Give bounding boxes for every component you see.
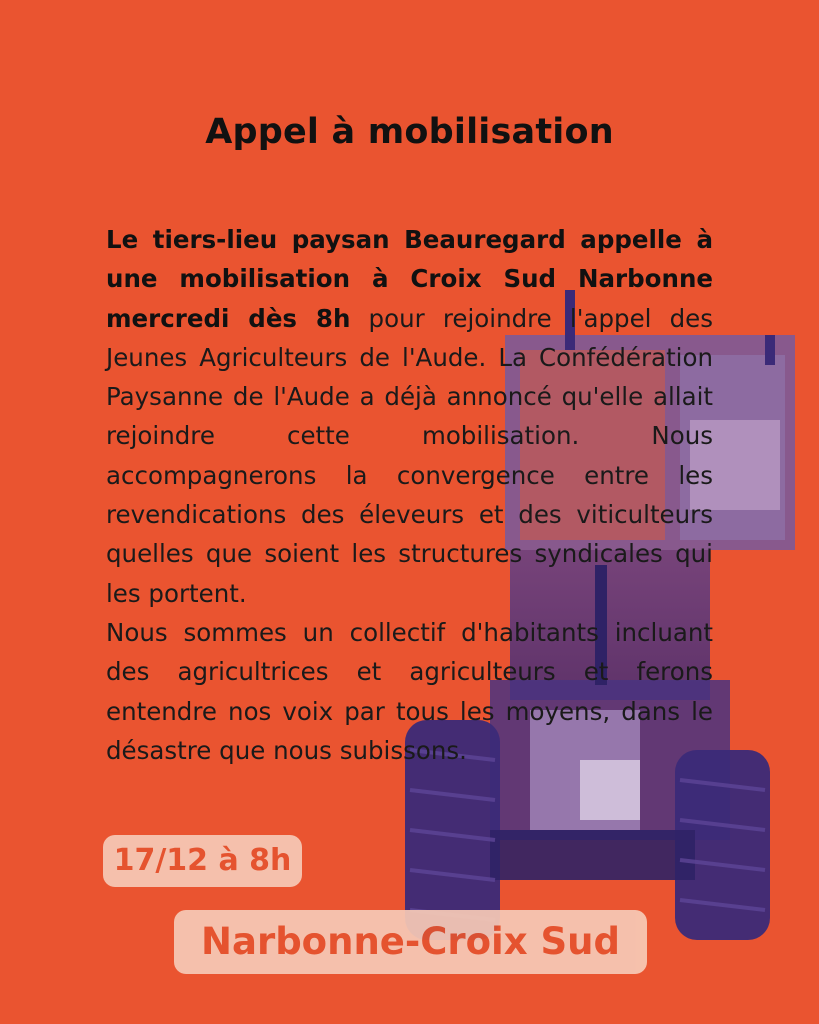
announcement-paragraph-2: Nous sommes un collectif d'habitants incluant des agricultrices et agriculteurs et ferons entendre nos voix par tous les moyens, dans le désastre que nous subissons. bbox=[106, 617, 713, 765]
announcement-paragraph-1 bbox=[106, 220, 713, 613]
event-date-badge: 17/12 à 8h bbox=[103, 835, 302, 887]
announcement-paragraph-1-rest: pour rejoindre l'appel des Jeunes Agriculteurs de l'Aude. La Confédération Paysanne de l'Aude a déjà annoncé qu'elle allait rejoindre cette mobilisation. Nous accompagnerons la convergence entre les revendications des éleveurs et des viticulteurs quelles que soient les structures syndicales qui les portent. bbox=[106, 303, 713, 608]
announcement-text bbox=[106, 220, 713, 770]
event-location-badge: Narbonne-Croix Sud bbox=[174, 910, 647, 974]
page-title: Appel à mobilisation bbox=[205, 112, 614, 152]
announcement-lead: Le tiers-lieu paysan Beauregard appelle à une mobilisation à Croix Sud Narbonne mercredi dès 8h bbox=[106, 225, 713, 333]
